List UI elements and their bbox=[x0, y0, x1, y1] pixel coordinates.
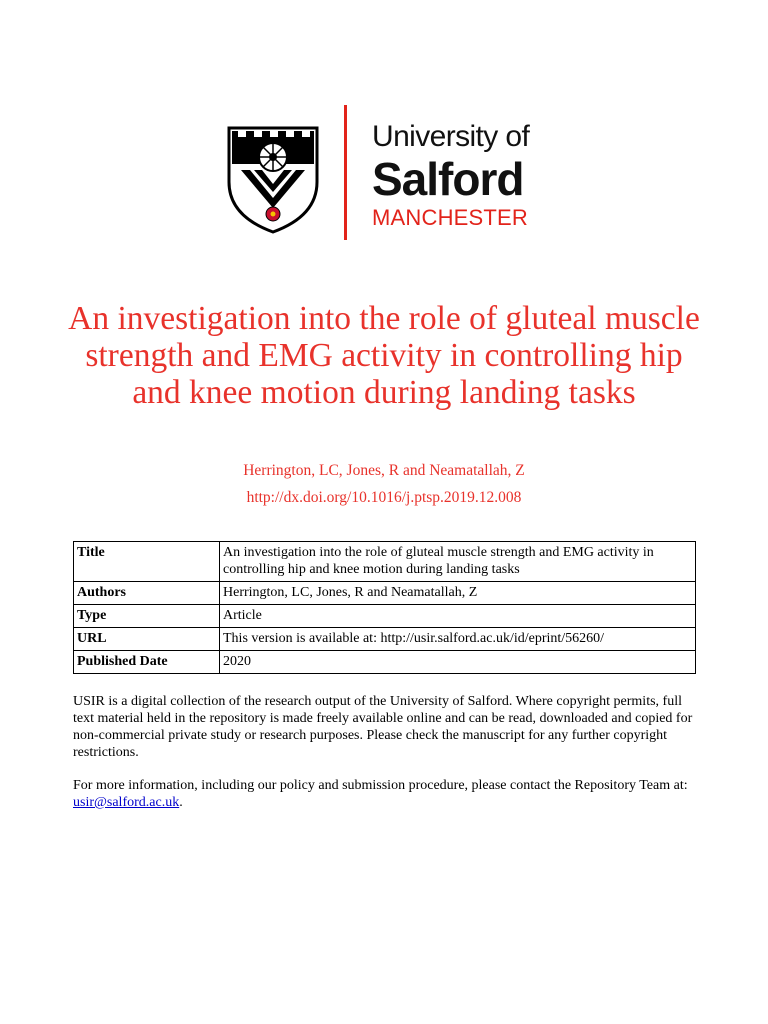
wordmark-line2: Salford bbox=[372, 153, 524, 205]
contact-paragraph bbox=[73, 777, 693, 811]
university-logo bbox=[226, 78, 556, 278]
table-row bbox=[74, 651, 696, 674]
table-row bbox=[74, 628, 696, 651]
row-value: Article bbox=[220, 605, 696, 628]
row-value: An investigation into the role of gluteal muscle strength and EMG activity in controlling hip and knee motion during landing tasks bbox=[220, 542, 696, 582]
wordmark-line3: MANCHESTER bbox=[372, 205, 529, 230]
row-label: Authors bbox=[74, 582, 220, 605]
paper-title: An investigation into the role of gluteal muscle strength and EMG activity in controlling hip and knee motion during landing tasks bbox=[68, 300, 700, 411]
paper-authors: Herrington, LC, Jones, R and Neamatallah, Z bbox=[243, 462, 525, 479]
row-value: Herrington, LC, Jones, R and Neamatallah, Z bbox=[220, 582, 696, 605]
wordmark-line1: University of bbox=[372, 120, 530, 153]
university-wordmark bbox=[372, 122, 529, 229]
row-label: Published Date bbox=[74, 651, 220, 674]
row-label: URL bbox=[74, 628, 220, 651]
row-value[interactable]: This version is available at: http://usir.salford.ac.uk/id/eprint/56260/ bbox=[220, 628, 696, 651]
contact-text: For more information, including our policy and submission procedure, please contact the Repository Team at: bbox=[73, 778, 688, 793]
table-row bbox=[74, 542, 696, 582]
table-row bbox=[74, 605, 696, 628]
university-crest-icon bbox=[226, 124, 320, 234]
row-label: Type bbox=[74, 605, 220, 628]
row-label: Title bbox=[74, 542, 220, 582]
table-row bbox=[74, 582, 696, 605]
row-value: 2020 bbox=[220, 651, 696, 674]
logo-divider bbox=[344, 105, 347, 240]
metadata-table bbox=[73, 541, 696, 674]
repository-description: USIR is a digital collection of the research output of the University of Salford. Where copyright permits, full text material held in the repository is made freely available online and can be read, downloaded and copied for non-commercial private study or research purposes. Please check the manuscript for any further copyright restrictions. bbox=[73, 694, 693, 760]
repository-email-link[interactable]: usir@salford.ac.uk bbox=[73, 795, 180, 810]
contact-suffix: . bbox=[179, 795, 183, 810]
paper-doi-link[interactable]: http://dx.doi.org/10.1016/j.ptsp.2019.12.008 bbox=[246, 489, 522, 506]
